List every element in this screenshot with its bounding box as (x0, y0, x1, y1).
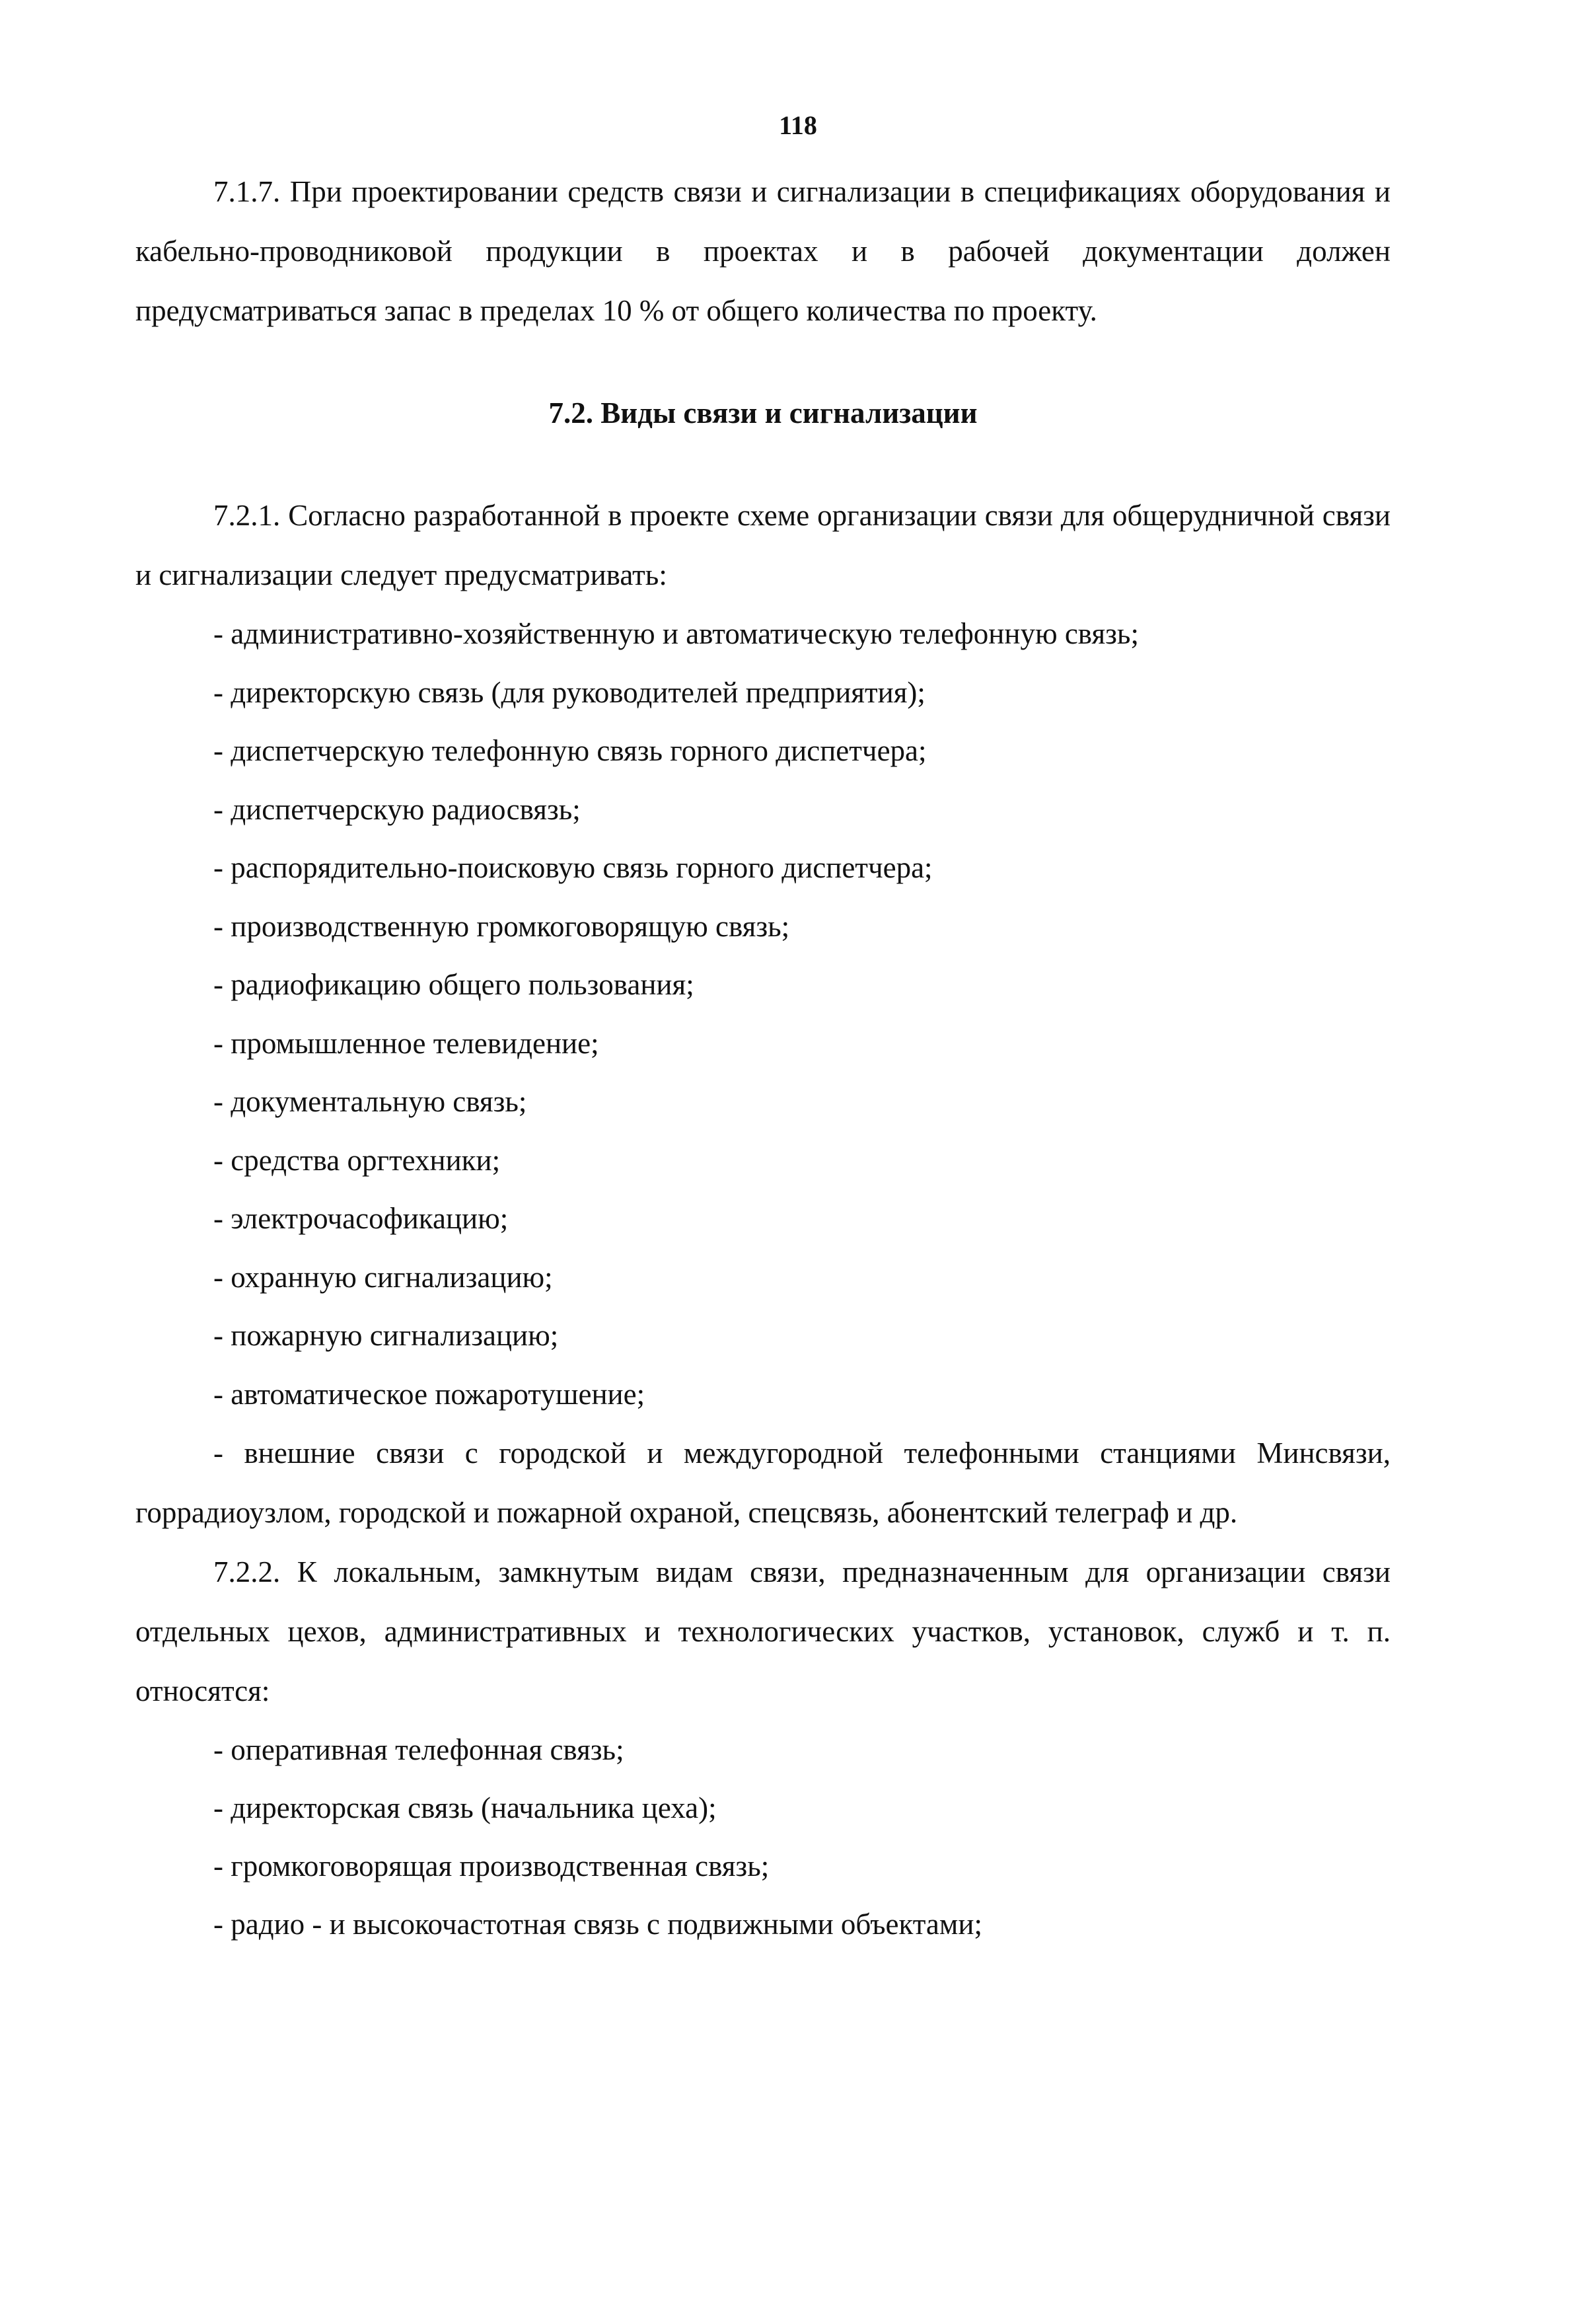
list-item: - распорядительно-поисковую связь горного диспетчера; (213, 851, 933, 884)
spacer (135, 340, 1391, 383)
section-heading: 7.2. Виды связи и сигнализации (548, 396, 978, 429)
list-item: - пожарную сигнализацию; (213, 1319, 559, 1352)
list-item: - радиофикацию общего пользования; (213, 968, 694, 1001)
list-item: - охранную сигнализацию; (213, 1260, 553, 1294)
paragraph-7-2-2: 7.2.2. К локальным, замкнутым видам связи, предназначенным для организации связи отдельных цехов, административных и технологических участков, установок, служб и т. п. относятся: (135, 1555, 1391, 1707)
list-item: - промышленное телевидение; (213, 1026, 599, 1060)
list-item: - директорскую связь (для руководителей предприятия); (213, 675, 925, 709)
list-item: - административно-хозяйственную и автоматическую телефонную связь; (213, 617, 1139, 650)
list-item: - производственную громкоговорящую связь; (213, 909, 790, 943)
list-item: - средства оргтехники; (213, 1143, 501, 1177)
list-item: - автоматическое пожаротушение; (213, 1377, 645, 1411)
list-item: - диспетчерскую радиосвязь; (213, 792, 581, 826)
list-7-2-2 (135, 1721, 1391, 1953)
list-item: - оперативная телефонная связь; (213, 1733, 624, 1766)
page-number: 118 (779, 110, 817, 140)
paragraph-7-2-1: 7.2.1. Согласно разработанной в проекте схеме организации связи для общерудничной связи и сигнализации следует предусматривать: (135, 499, 1391, 591)
list-item: - документальную связь; (213, 1085, 527, 1118)
list-item: - директорская связь (начальника цеха); (213, 1791, 717, 1824)
list-item: - радио - и высокочастотная связь с подвижными объектами; (213, 1908, 982, 1941)
list-7-2-1 (135, 605, 1391, 1542)
spacer (135, 443, 1391, 486)
list-item: - громкоговорящая производственная связь; (213, 1849, 770, 1883)
document-body (135, 162, 1391, 1953)
list-item: - электрочасофикацию; (213, 1202, 509, 1235)
list-item: - диспетчерскую телефонную связь горного диспетчера; (213, 734, 927, 767)
list-item: - внешние связи с городской и междугородной телефонными станциями Минсвязи, горрадиоузлом, городской и пожарной охраной, спецсвязь, абонентский телеграф и др. (135, 1436, 1391, 1529)
paragraph-7-1-7: 7.1.7. При проектировании средств связи и сигнализации в спецификациях оборудования и кабельно-проводниковой продукции в проектах и в рабочей документации должен предусматриваться запас в пределах 10 % от общего количества по проекту. (135, 175, 1391, 327)
